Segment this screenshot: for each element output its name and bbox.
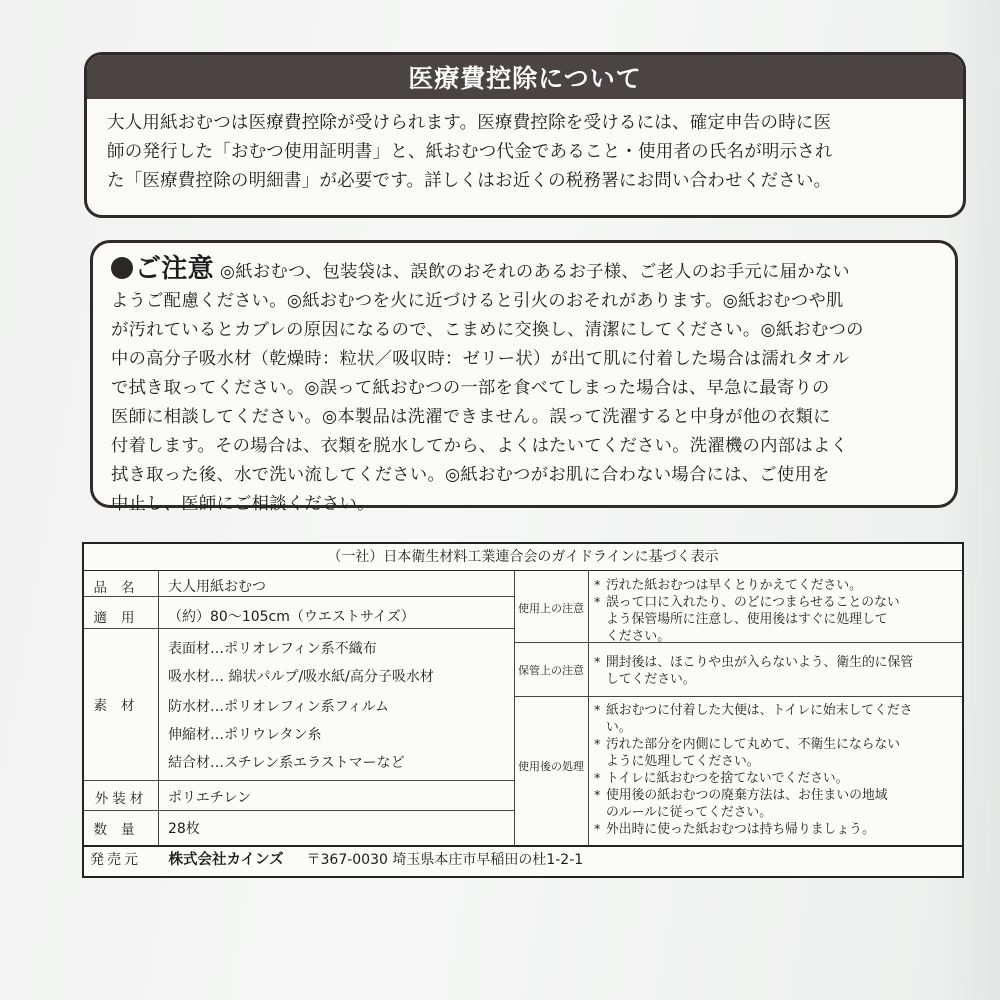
medical-deduction-box: [84, 52, 966, 218]
usage-caution-label: 使用上の注意: [518, 602, 584, 615]
table-divider: [84, 596, 514, 597]
caution-first-line: [111, 255, 941, 287]
caution-line: ◎紙おむつ、包装袋は、誤飲のおそれのあるお子様、ご老人のお手元に届かない: [219, 262, 850, 282]
medical-line: 大人用紙おむつは医療費控除が受けられます。医療費控除を受けるには、確定申告の時に医: [107, 113, 832, 133]
note-item: よう保管場所に注意し、使用後はすぐに処理して: [606, 612, 888, 627]
table-divider: [84, 780, 514, 781]
quantity-label: 数量: [93, 822, 149, 838]
storage-caution-notes: [594, 654, 960, 688]
note-item: してください。: [606, 672, 696, 687]
medical-line: 師の発行した「おむつ使用証明書」と、紙おむつ代金であること・使用者の氏名が明示され: [107, 142, 833, 162]
caution-line: 中の高分子吸水材（乾燥時：粒状／吸収時：ゼリー状）が出て肌に付着した場合は濡れタオル: [111, 349, 850, 369]
note-item: * 外出時に使った紙おむつは持ち帰りましょう。: [594, 822, 875, 837]
material-item: 表面材…ポリオレフィン系不織布: [168, 641, 377, 657]
table-divider: [588, 570, 589, 846]
note-item: * トイレに紙おむつを捨てないでください。: [594, 771, 849, 786]
material-item: 防水材…ポリオレフィン系フィルム: [168, 699, 390, 715]
distributor-address: 〒367-0030 埼玉県本庄市早稲田の杜1-2-1: [306, 852, 584, 868]
medical-deduction-text: [87, 99, 963, 196]
product-spec-table: [82, 542, 964, 878]
packaging-label: 外装材: [94, 791, 148, 807]
material-item: 結合材…スチレン系エラストマーなど: [168, 755, 405, 771]
table-divider: [84, 628, 514, 629]
storage-caution-label: 保管上の注意: [518, 664, 584, 677]
disposal-notes: [594, 702, 960, 838]
note-item: ください。: [606, 629, 670, 644]
caution-text: [111, 255, 941, 519]
note-item: * 使用後の紙おむつの廃棄方法は、お住まいの地域: [594, 788, 888, 803]
caution-line: ようご配慮ください。◎紙おむつを火に近づけると引火のおそれがあります。◎紙おむつや肌: [111, 291, 844, 311]
usage-caution-notes: [594, 577, 960, 645]
caution-line: 付着します。その場合は、衣類を脱水してから、よくはたいてください。洗濯機の内部はよく: [111, 436, 849, 456]
table-divider: [84, 845, 962, 847]
note-item: * 開封後は、ほこりや虫が入らないよう、衛生的に保管: [594, 655, 914, 670]
caution-line: 拭き取った後、水で洗い流してください。◎紙おむつがお肌に合わない場合には、ご使用を: [111, 465, 830, 485]
caution-title: ご注意: [135, 254, 214, 284]
table-divider: [514, 696, 962, 697]
note-item: い。: [606, 720, 632, 735]
caution-line: 中止し、医師にご相談ください。: [111, 494, 375, 514]
materials-label: 素材: [93, 698, 149, 714]
note-item: ように処理してください。: [606, 754, 760, 769]
filled-circle-icon: [111, 257, 133, 279]
fit-size-value: （約）80～105cm（ウエストサイズ）: [168, 609, 415, 625]
table-divider: [84, 810, 514, 811]
quantity-value: 28枚: [168, 821, 200, 837]
material-item: 伸縮材…ポリウレタン糸: [168, 727, 322, 743]
note-item: * 汚れた部分を内側にして丸めて、不衛生にならない: [594, 737, 901, 752]
medical-line: た「医療費控除の明細書」が必要です。詳しくはお近くの税務署にお問い合わせください。: [107, 171, 832, 191]
note-item: のルールに従ってください。: [606, 805, 773, 820]
spec-table-title: （一社）日本衛生材料工業連合会のガイドラインに基づく表示: [84, 544, 962, 571]
packaging-value: ポリエチレン: [168, 790, 252, 806]
disposal-label: 使用後の処理: [518, 760, 584, 773]
medical-deduction-title: 医療費控除について: [87, 55, 963, 99]
caution-line: 医師に相談してください。◎本製品は洗濯できません。誤って洗濯すると中身が他の衣類に: [111, 407, 831, 427]
product-name-value: 大人用紙おむつ: [168, 579, 266, 595]
distributor-row: [90, 848, 583, 869]
fit-size-label: 適用: [93, 610, 149, 626]
note-item: * 汚れた紙おむつは早くとりかえてください。: [594, 578, 862, 593]
caution-box: [90, 240, 958, 514]
caution-line: が汚れているとカブレの原因になるので、こまめに交換し、清潔にしてください。◎紙おむつの: [111, 320, 864, 340]
distributor-name: 株式会社カインズ: [168, 852, 284, 868]
distributor-label: 発売元: [90, 852, 141, 868]
note-item: * 紙おむつに付着した大便は、トイレに始末してくださ: [594, 703, 913, 718]
product-name-label: 品名: [93, 580, 149, 596]
note-item: * 誤って口に入れたり、のどにつまらせることのない: [594, 595, 900, 610]
caution-line: で拭き取ってください。◎誤って紙おむつの一部を食べてしまった場合は、早急に最寄りの: [111, 378, 830, 398]
material-item: 吸水材… 綿状パルプ/吸水紙/高分子吸水材: [168, 669, 434, 685]
table-divider: [158, 570, 159, 846]
